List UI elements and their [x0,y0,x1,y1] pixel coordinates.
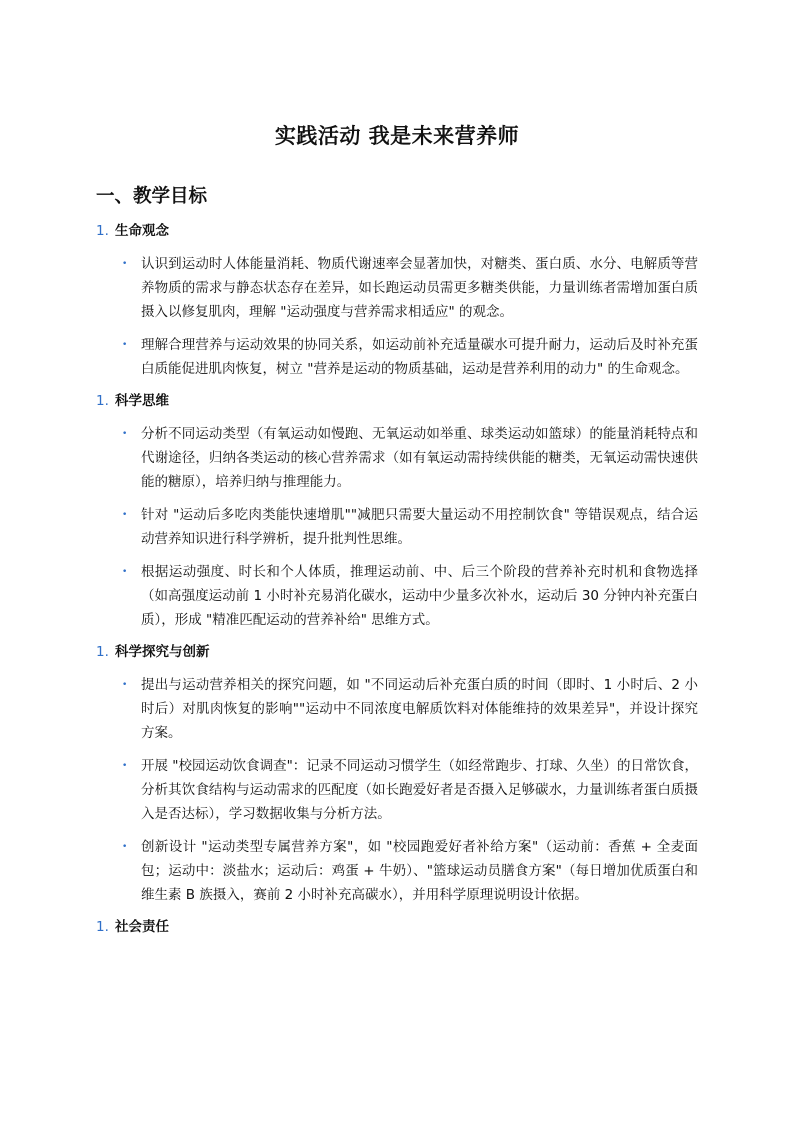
bullet-icon: • [122,429,128,439]
objective-list [96,252,698,381]
list-item [122,422,698,494]
objective-group-heading [96,220,698,242]
objective-group [96,390,698,632]
list-item [122,560,698,632]
objective-group [96,916,698,938]
objective-group-title: 社会责任 [115,919,169,935]
list-item-text: 提出与运动营养相关的探究问题，如 "不同运动后补充蛋白质的时间（即时、1 小时后、2 小时后）对肌肉恢复的影响""运动中不同浓度电解质饮料对体能维持的效果差异"，并设计探究方案。 [141,677,698,741]
objective-list [96,673,698,907]
document-title: 实践活动 我是未来营养师 [274,124,520,148]
objective-group-heading [96,916,698,938]
bullet-icon: • [122,680,128,690]
list-item-text: 针对 "运动后多吃肉类能快速增肌""减肥只需要大量运动不用控制饮食" 等错误观点，结合运动营养知识进行科学辨析，提升批判性思维。 [141,507,698,547]
list-item [122,503,698,551]
objectives-content [96,220,698,948]
objective-group-heading [96,641,698,663]
objective-group-title: 科学探究与创新 [115,644,210,660]
objective-group [96,641,698,907]
list-item [122,673,698,745]
list-number: 1. [96,644,109,660]
bullet-icon: • [122,510,128,520]
list-number: 1. [96,919,109,935]
bullet-icon: • [122,761,128,771]
list-item-text: 分析不同运动类型（有氧运动如慢跑、无氧运动如举重、球类运动如篮球）的能量消耗特点和代谢途径，归纳各类运动的核心营养需求（如有氧运动需持续供能的糖类，无氧运动需快速供能的糖原），培养归纳与推理能力。 [141,426,698,490]
objective-group-heading [96,390,698,412]
list-item [122,835,698,907]
list-item-text: 认识到运动时人体能量消耗、物质代谢速率会显著加快，对糖类、蛋白质、水分、电解质等营养物质的需求与静态状态存在差异，如长跑运动员需更多糖类供能，力量训练者需增加蛋白质摄入以修复肌肉，理解 "运动强度与营养需求相适应" 的观念。 [141,256,698,320]
list-item-text: 根据运动强度、时长和个人体质，推理运动前、中、后三个阶段的营养补充时机和食物选择（如高强度运动前 1 小时补充易消化碳水，运动中少量多次补水，运动后 30 分钟内补充蛋白质），形成 "精准匹配运动的营养补给" 思维方式。 [141,564,698,628]
list-number: 1. [96,393,109,409]
list-item [122,333,698,381]
list-item-text: 开展 "校园运动饮食调查"：记录不同运动习惯学生（如经常跑步、打球、久坐）的日常饮食，分析其饮食结构与运动需求的匹配度（如长跑爱好者是否摄入足够碳水，力量训练者蛋白质摄入是否达标），学习数据收集与分析方法。 [141,758,698,822]
list-item-text: 理解合理营养与运动效果的协同关系，如运动前补充适量碳水可提升耐力，运动后及时补充蛋白质能促进肌肉恢复，树立 "营养是运动的物质基础，运动是营养利用的动力" 的生命观念。 [141,337,698,377]
objective-group-title: 科学思维 [115,393,169,409]
bullet-icon: • [122,842,128,852]
objective-group [96,220,698,381]
bullet-icon: • [122,567,128,577]
list-item [122,252,698,324]
section-heading: 一、教学目标 [96,186,208,207]
list-number: 1. [96,223,109,239]
bullet-icon: • [122,340,128,350]
objective-list [96,422,698,632]
bullet-icon: • [122,259,128,269]
list-item [122,754,698,826]
objective-group-title: 生命观念 [115,223,169,239]
list-item-text: 创新设计 "运动类型专属营养方案"，如 "校园跑爱好者补给方案"（运动前：香蕉 + 全麦面包；运动中：淡盐水；运动后：鸡蛋 + 牛奶）、"篮球运动员膳食方案"（每日增加优质蛋白和维生素 B 族摄入，赛前 2 小时补充高碳水），并用科学原理说明设计依据。 [141,839,698,903]
